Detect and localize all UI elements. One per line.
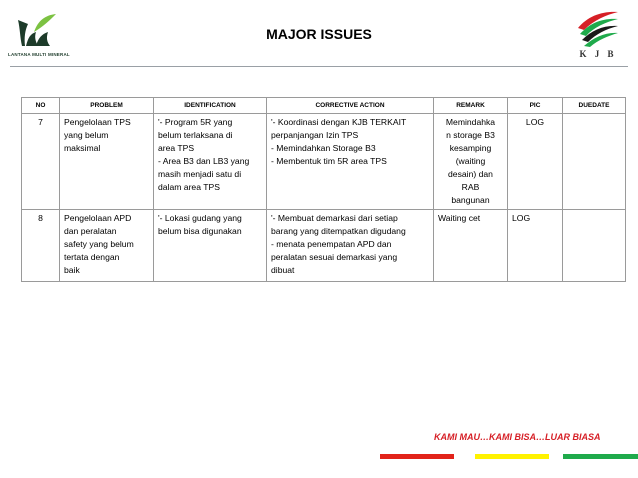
cell-line: safety yang belum xyxy=(64,239,134,249)
yellow-bar xyxy=(475,454,549,459)
right-logo-text: K J B xyxy=(579,49,617,59)
cell-line: dan peralatan xyxy=(64,226,117,236)
cell-line: n storage B3 xyxy=(446,130,495,140)
cell-line: Pengelolaan TPS xyxy=(64,117,131,127)
column-header-identification: IDENTIFICATION xyxy=(154,98,267,114)
cell-line: '- Program 5R yang xyxy=(158,117,233,127)
cell-no: 7 xyxy=(22,114,60,210)
cell-line: baik xyxy=(64,265,80,275)
table-row xyxy=(22,210,626,282)
cell-line: - Membentuk tim 5R area TPS xyxy=(271,156,387,166)
cell-duedate xyxy=(563,210,626,282)
cell-line: dalam area TPS xyxy=(158,182,220,192)
column-header-pic: PIC xyxy=(508,98,563,114)
cell-line: - Memindahkan Storage B3 xyxy=(271,143,376,153)
header-divider xyxy=(10,66,628,67)
cell-line: Pengelolaan APD xyxy=(64,213,132,223)
issues-table xyxy=(21,97,626,282)
cell-corrective-action xyxy=(267,114,434,210)
cell-remark xyxy=(434,210,508,282)
left-logo-text: LANTANA MULTI MINERAL xyxy=(8,52,70,57)
cell-no: 8 xyxy=(22,210,60,282)
cell-line: kesamping xyxy=(449,143,492,153)
column-header-corrective-action: CORRECTIVE ACTION xyxy=(267,98,434,114)
cell-line: RAB xyxy=(461,182,480,192)
table-header-row xyxy=(22,98,626,114)
page-title: MAJOR ISSUES xyxy=(266,26,372,42)
table-row xyxy=(22,114,626,210)
cell-identification xyxy=(154,114,267,210)
column-header-no: NO xyxy=(22,98,60,114)
column-header-remark: REMARK xyxy=(434,98,508,114)
cell-line: dibuat xyxy=(271,265,295,275)
green-bar xyxy=(563,454,638,459)
column-header-problem: PROBLEM xyxy=(60,98,154,114)
cell-line: perpanjangan Izin TPS xyxy=(271,130,359,140)
cell-line: - menata penempatan APD dan xyxy=(271,239,392,249)
cell-line: belum terlaksana di xyxy=(158,130,233,140)
cell-identification xyxy=(154,210,267,282)
column-header-duedate: DUEDATE xyxy=(563,98,626,114)
cell-line: area TPS xyxy=(158,143,195,153)
cell-line: Memindahka xyxy=(445,117,496,127)
cell-problem xyxy=(60,210,154,282)
cell-remark xyxy=(434,114,508,210)
tagline: KAMI MAU…KAMI BISA…LUAR BIASA xyxy=(434,432,601,442)
cell-line: (waiting xyxy=(455,156,486,166)
cell-pic: LOG xyxy=(508,114,563,210)
cell-line: bangunan xyxy=(451,195,490,205)
cell-line: barang yang ditempatkan digudang xyxy=(271,226,406,236)
cell-line: maksimal xyxy=(64,143,101,153)
cell-line: '- Membuat demarkasi dari setiap xyxy=(271,213,398,223)
cell-line: - Area B3 dan LB3 yang xyxy=(158,156,250,166)
cell-corrective-action xyxy=(267,210,434,282)
cell-line: Waiting cet xyxy=(438,213,481,223)
cell-line: '- Koordinasi dengan KJB TERKAIT xyxy=(271,117,407,127)
cell-problem xyxy=(60,114,154,210)
cell-line: desain) dan xyxy=(448,169,493,179)
cell-line: masih menjadi satu di xyxy=(158,169,242,179)
kjb-logo xyxy=(574,8,622,62)
cell-line: tertata dengan xyxy=(64,252,120,262)
cell-line: peralatan sesuai demarkasi yang xyxy=(271,252,398,262)
cell-line: '- Lokasi gudang yang xyxy=(158,213,242,223)
cell-line: belum bisa digunakan xyxy=(158,226,242,236)
red-bar xyxy=(380,454,454,459)
cell-pic: LOG xyxy=(508,210,563,282)
kjb-swoosh-icon xyxy=(576,8,620,48)
cell-line: yang belum xyxy=(64,130,109,140)
cell-duedate xyxy=(563,114,626,210)
